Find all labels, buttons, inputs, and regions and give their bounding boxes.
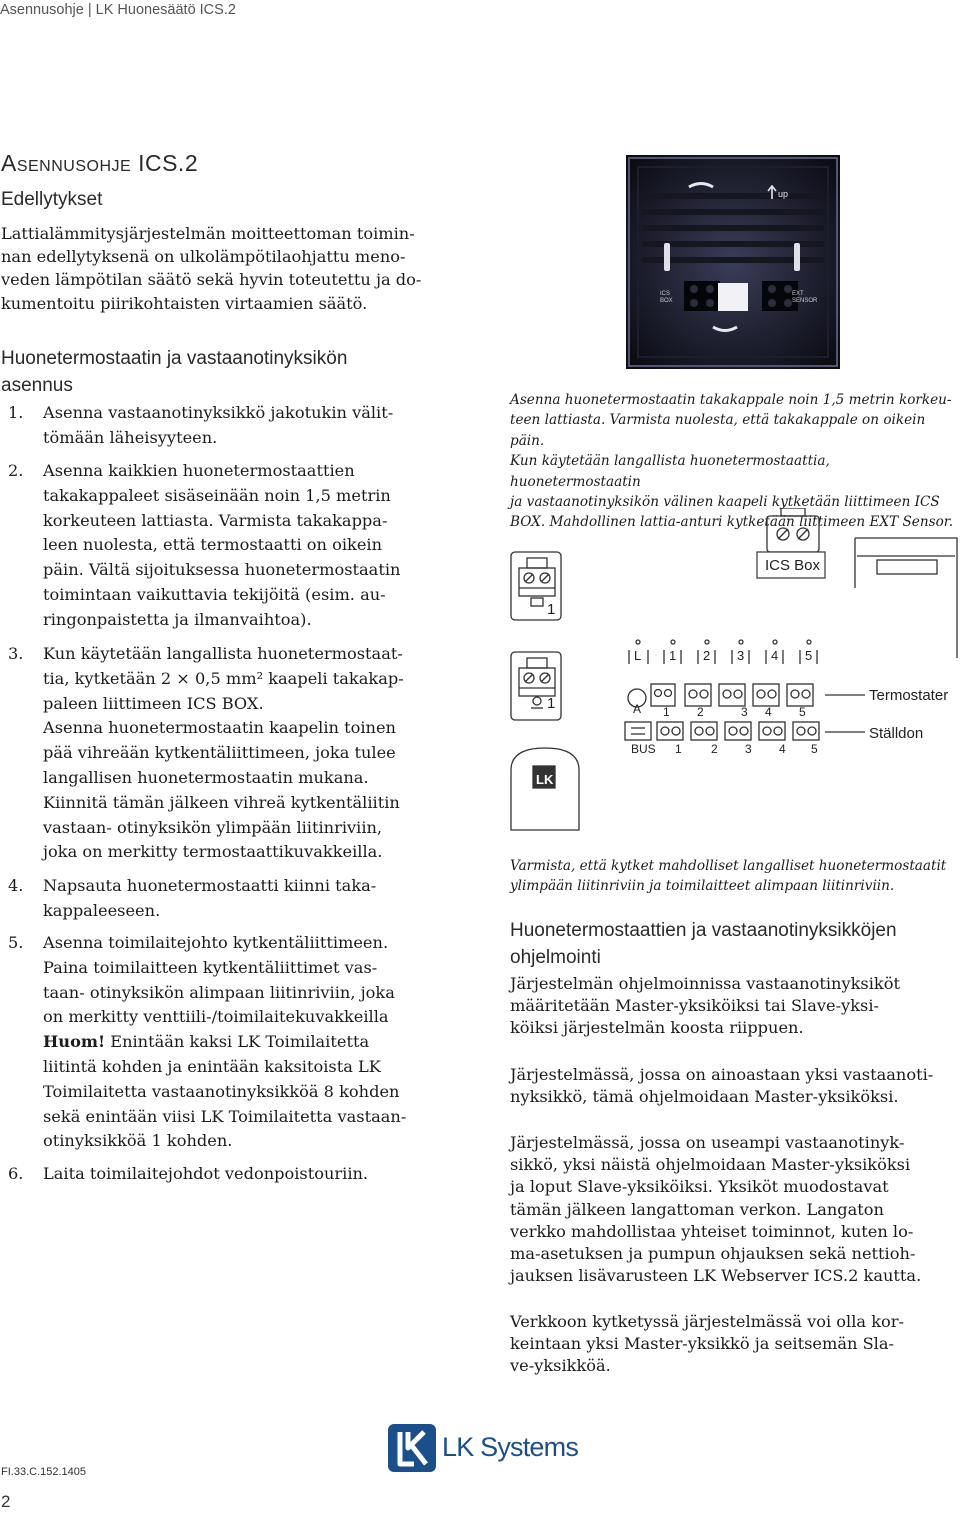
top-row-label: 3 [737, 648, 745, 663]
mid-row-label: 5 [799, 705, 806, 719]
text-line: nan edellytyksenä on ulkolämpötilaohjattu meno- [1, 247, 406, 267]
caption-line: Asenna huonetermostaatin takakappale noin 1,5 metrin korkeu- [510, 392, 952, 408]
caption-line: teen lattiasta. Varmista nuolesta, että takakappale on oikein päin. [510, 412, 926, 449]
ics-box-connector [684, 281, 720, 311]
text-line: ve-yksikköä. [510, 1356, 611, 1376]
caption-line: BOX. Mahdollinen lattia-anturi kytketään liittimeen EXT Sensor. [510, 514, 954, 531]
text-line: Verkkoon kytketyssä järjestelmässä voi olla kor- [510, 1312, 904, 1331]
backplate-photo [626, 155, 840, 369]
text-line: Toimilaitetta vastaanotinyksikköä 8 kohden [43, 1081, 400, 1101]
top-row-label: 2 [703, 648, 711, 663]
text-line: ringonpaistetta ja ilmanvaihtoa). [43, 609, 312, 629]
programming-paragraph-4 [510, 1311, 956, 1378]
bot-row-label: 1 [675, 742, 682, 756]
text-line: on merkitty venttiili-/toimilaitekuvakkeilla [43, 1007, 389, 1027]
actuator-device [511, 748, 579, 830]
caption-line: Kun käytetään langallista huonetermostaattia, huonetermostaatin [510, 453, 830, 490]
programming-paragraph-3 [510, 1132, 956, 1287]
diagram-caption [510, 856, 956, 897]
text-line: takakappaleet sisäseinään noin 1,5 metrin [43, 485, 391, 505]
actuator-terminal-row [625, 722, 865, 740]
prerequisites-paragraph [1, 222, 446, 315]
ext-label: EXT [792, 291, 804, 297]
step-number: 4. [8, 876, 24, 895]
caption-line: ylimpään liitinriviin ja toimilaitteet alimpaan liitinriviin. [510, 878, 895, 895]
text-line: ma-asetuksen ja pumpun ohjauksen sekä nettioh- [510, 1244, 916, 1264]
top-row-label: 4 [771, 648, 779, 663]
heading-line: asennus [1, 375, 73, 396]
step-number: 6. [8, 1164, 24, 1183]
document-code: FI.33.C.152.1405 [1, 1466, 87, 1478]
step-number: 2. [8, 461, 24, 480]
text-line: kappaleeseen. [43, 900, 161, 920]
text-line: köiksi järjestelmän koosta riippuen. [510, 1018, 804, 1038]
ics-box-label: ICS Box [765, 557, 821, 574]
running-header: Asennusohje | LK Huonesäätö ICS.2 [0, 2, 236, 18]
center-window [718, 283, 748, 311]
mid-row-label: A [633, 702, 642, 716]
top-row-label: 5 [805, 648, 813, 663]
text-line: Järjestelmässä, jossa on ainoastaan yksi vastaanoti- [510, 1065, 934, 1084]
text-line: jauksen lisävarusteen LK Webserver ICS.2 kautta. [510, 1266, 922, 1286]
text-fragment: Enintään kaksi LK Toimilaitetta [105, 1032, 370, 1052]
up-label: up [778, 189, 789, 199]
mid-row-label: 4 [765, 705, 772, 719]
text-line: toimintaan vaikuttavia tekijöitä (esim. au- [43, 584, 386, 604]
text-line: päin. Vältä sijoituksessa huonetermostaatin [43, 560, 401, 580]
text-line [43, 1030, 447, 1055]
left-bottom-number: 1 [547, 695, 556, 712]
bot-row-label: BUS [631, 742, 656, 756]
programming-paragraph-1 [510, 973, 956, 1040]
heading-line: Huonetermostaatin ja vastaanotinyksikön [1, 348, 348, 369]
text-line: Laita toimilaitejohdot vedonpoistouriin. [43, 1164, 369, 1183]
text-line: ja loput Slave-yksiköiksi. Yksiköt muodostavat [510, 1177, 889, 1197]
text-line: liitintä kohden ja enintään kaksitoista LK [43, 1056, 381, 1076]
page-title: Asennusohje ICS.2 [1, 150, 199, 176]
text-line: tia, kytketään 2 × 0,5 mm² kaapeli takakap- [43, 668, 404, 688]
actuator-lk-logo: LK [536, 772, 554, 787]
heading-line: ohjelmointi [510, 947, 601, 968]
section-heading-programming [510, 917, 956, 971]
heading-line: Huonetermostaattien ja vastaanotinyksikköjen [510, 920, 897, 941]
text-line: Kun käytetään langallista huonetermostaat- [43, 644, 403, 663]
programming-paragraph-2 [510, 1064, 956, 1108]
text-line: Asenna vastaanotinyksikkö jakotukin välit- [43, 403, 394, 422]
mid-row-label: 3 [741, 705, 748, 719]
text-line: Asenna huonetermostaatin kaapelin toinen [43, 718, 396, 738]
box-label: BOX [660, 298, 673, 304]
text-line: Asenna kaikkien huonetermostaattien [43, 461, 355, 480]
bot-row-label: 2 [711, 742, 718, 756]
text-line: Järjestelmän ohjelmoinnissa vastaanotinyksiköt [510, 974, 900, 993]
top-row-label: 1 [669, 648, 677, 663]
text-line: otinyksikköä 1 kohden. [43, 1131, 233, 1151]
sensor-label: SENSOR [792, 298, 818, 304]
huom-label: Huom! [43, 1032, 106, 1052]
termostater-label: Termostater [869, 687, 949, 704]
mid-row-label: 2 [697, 705, 704, 719]
text-line: pää vihreään kytkentäliittimeen, joka tulee [43, 743, 396, 763]
caption-line: ja vastaanotinyksikön välinen kaapeli kytketään liittimeen ICS [510, 494, 940, 511]
text-line: kumentoitu piirikohtaisten virtaamien säätö. [1, 293, 368, 313]
mid-row-label: 1 [663, 705, 670, 719]
text-line: Paina toimilaitteen kytkentäliittimet vas- [43, 957, 378, 977]
text-line: taan- otinyksikön alimpaan liitinriviin, joka [43, 982, 395, 1002]
text-line: nyksikkö, tämä ohjelmoidaan Master-yksiköksi. [510, 1087, 899, 1107]
step-number: 3. [8, 644, 24, 663]
wiring-diagram [505, 508, 960, 838]
bot-row-label: 4 [779, 742, 786, 756]
ics-label: ICS [660, 291, 671, 297]
step-number: 1. [8, 403, 24, 422]
left-top-number: 1 [547, 601, 556, 618]
lk-logo-icon [388, 1424, 436, 1472]
stalldon-label: Ställdon [869, 725, 924, 742]
bot-row-label: 5 [811, 742, 818, 756]
text-line: langallisen huonetermostaatin mukana. [43, 767, 369, 787]
text-line: Järjestelmässä, jossa on useampi vastaanotinyk- [510, 1133, 905, 1152]
logo-text: LK Systems [442, 1432, 579, 1462]
top-row-label: L [634, 648, 642, 663]
text-line: sekä enintään viisi LK Toimilaitetta vastaan- [43, 1106, 407, 1126]
text-line: määritetään Master-yksiköiksi tai Slave-yksi- [510, 996, 879, 1016]
text-line: Napsauta huonetermostaatti kiinni taka- [43, 876, 377, 895]
bot-row-label: 3 [745, 742, 752, 756]
text-line: Asenna toimilaitejohto kytkentäliittimeen. [43, 933, 389, 952]
text-line: korkeuteen lattiasta. Varmista takakappa- [43, 510, 388, 530]
text-line: Kiinnitä tämän jälkeen vihreä kytkentäliitin [43, 792, 400, 812]
section-heading-installation [1, 345, 441, 399]
step-number: 5. [8, 933, 24, 952]
page-number: 2 [1, 1492, 11, 1511]
text-line: sikkö, yksi näistä ohjelmoidaan Master-yksiköksi [510, 1155, 911, 1175]
text-line: joka on merkitty termostaattikuvakkeilla. [43, 842, 383, 862]
lk-systems-logo [388, 1424, 579, 1474]
text-line: tömään läheisyyteen. [43, 427, 218, 447]
text-line: leen nuolesta, että termostaatti on oikein [43, 535, 382, 555]
section-heading-prerequisites: Edellytykset [1, 189, 103, 210]
text-line: tämän jälkeen langattoman verkon. Langaton [510, 1199, 884, 1219]
text-line: paleen liittimeen ICS BOX. [43, 693, 264, 713]
caption-line: Varmista, että kytket mahdolliset langalliset huonetermostaatit [510, 858, 947, 874]
text-line: keintaan yksi Master-yksikkö ja seitsemän Sla- [510, 1334, 894, 1354]
text-line: vastaan- otinyksikön ylimpään liitinriviin, [43, 817, 383, 837]
thermostat-terminal-row [628, 684, 865, 707]
text-line: verkko mahdollistaa yhteiset toiminnot, kuten lo- [510, 1221, 914, 1241]
text-line: Lattialämmitysjärjestelmän moitteettoman toimin- [1, 224, 415, 243]
text-line: veden lämpötilan säätö sekä hyvin toteutettu ja do- [1, 270, 422, 290]
